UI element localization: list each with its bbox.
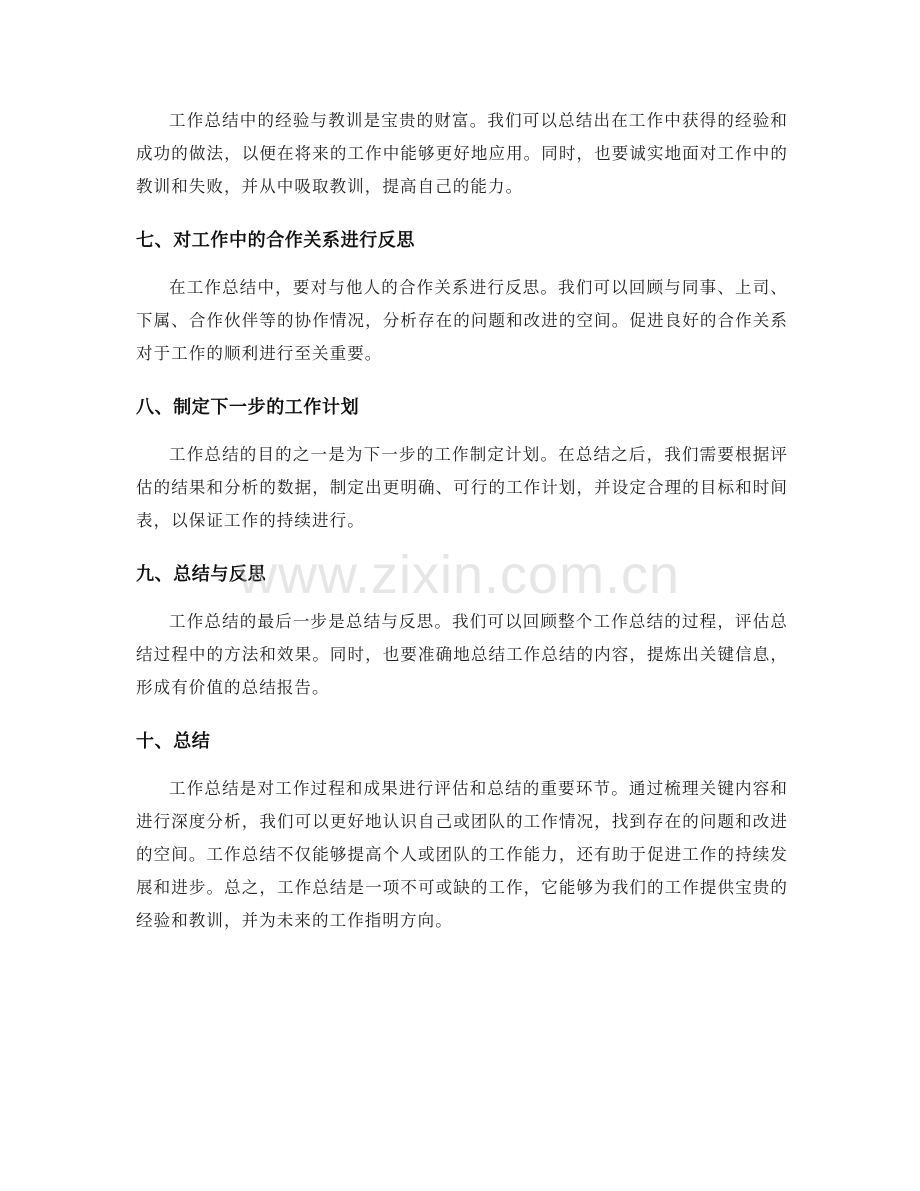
section-10-paragraph: 工作总结是对工作过程和成果进行评估和总结的重要环节。通过梳理关键内容和进行深度分析，我们可以更好地认识自己或团队的工作情况，找到存在的问题和改进的空间。工作总结不仅能够提高个人或团队的工作能力，还有助于促进工作的持续发展和进步。总之，工作总结是一项不可或缺的工作，它能够为我们的工作提供宝贵的经验和教训，并为未来的工作指明方向。 — [136, 779, 788, 930]
spacer — [136, 420, 788, 438]
section-10-heading: 十、总结 — [136, 731, 211, 752]
spacer — [136, 370, 788, 396]
spacer — [136, 203, 788, 229]
section-7-paragraph: 在工作总结中，要对与他人的合作关系进行反思。我们可以回顾与同事、上司、下属、合作伙伴等的协作情况，分析存在的问题和改进的空间。促进良好的合作关系对于工作的顺利进行至关重要。 — [136, 278, 788, 363]
spacer — [136, 704, 788, 730]
section-7-heading: 七、对工作中的合作关系进行反思 — [136, 230, 415, 251]
document-body — [136, 104, 788, 937]
section-8-heading: 八、制定下一步的工作计划 — [136, 397, 360, 418]
spacer — [136, 253, 788, 271]
section-9-heading: 九、总结与反思 — [136, 564, 267, 585]
watermark-text: www.zixin.com.cn — [238, 545, 681, 605]
spacer — [136, 587, 788, 605]
spacer — [136, 537, 788, 563]
spacer — [136, 754, 788, 772]
intro-paragraph: 工作总结中的经验与教训是宝贵的财富。我们可以总结出在工作中获得的经验和成功的做法，以便在将来的工作中能够更好地应用。同时，也要诚实地面对工作中的教训和失败，并从中吸取教训，提高自己的能力。 — [136, 111, 788, 196]
section-8-paragraph: 工作总结的目的之一是为下一步的工作制定计划。在总结之后，我们需要根据评估的结果和分析的数据，制定出更明确、可行的工作计划，并设定合理的目标和时间表，以保证工作的持续进行。 — [136, 445, 788, 530]
section-9-paragraph: 工作总结的最后一步是总结与反思。我们可以回顾整个工作总结的过程，评估总结过程中的方法和效果。同时，也要准确地总结工作总结的内容，提炼出关键信息，形成有价值的总结报告。 — [136, 612, 788, 697]
